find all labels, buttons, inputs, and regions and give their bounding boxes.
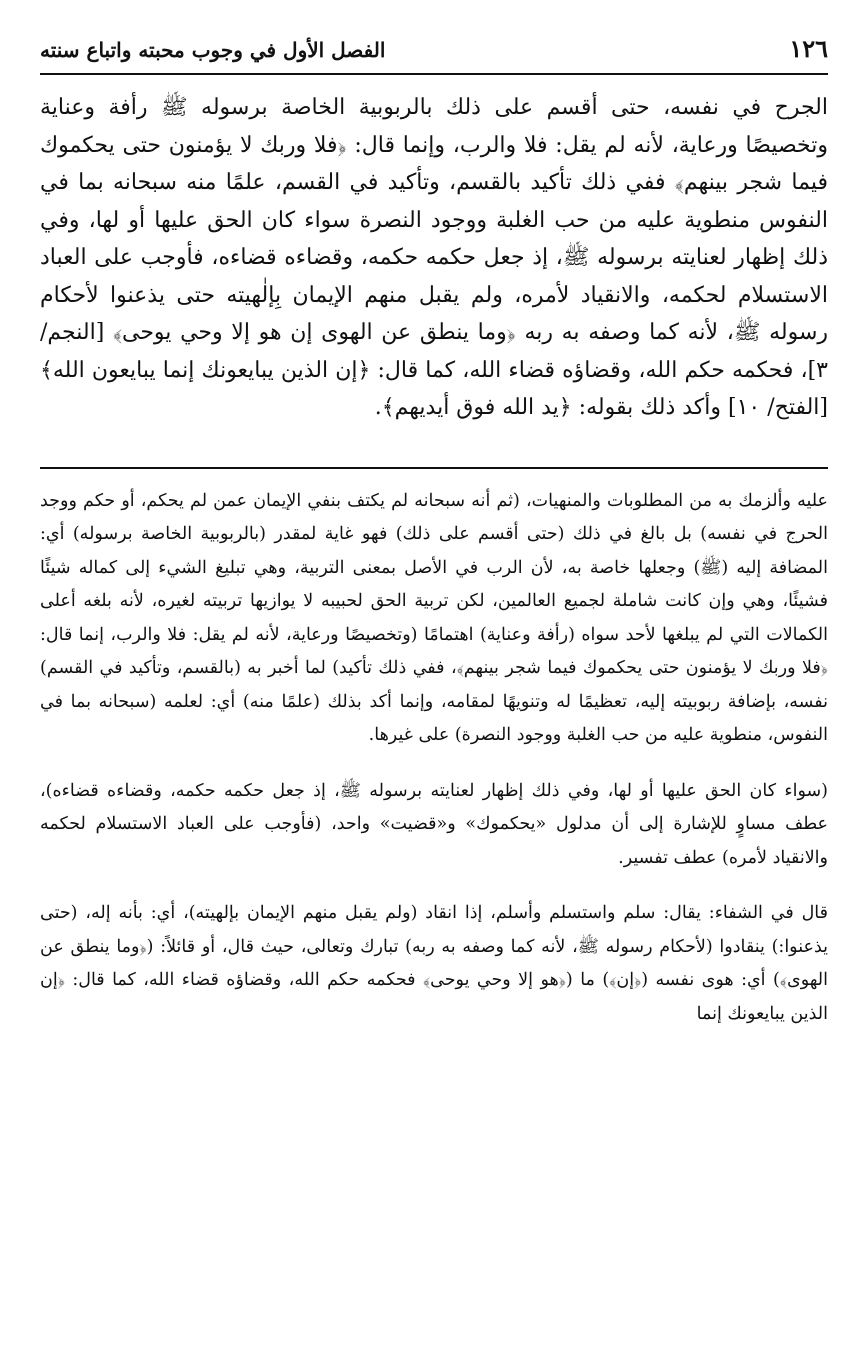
running-title: الفصل الأول في وجوب محبته واتباع سنته [40, 38, 386, 62]
commentary-paragraph: (سواء كان الحق عليها أو لها، وفي ذلك إظهار لعنايته برسوله ﷺ، إذ جعل حكمه حكمه، وقضاءه قضاءه)، عطف مساوٍ للإشارة إلى أن مدلول «يحكموك» و«قضيت» واحد، (فأوجب على العباد الاستسلام لحكمه والانقياد لأمره) عطف تفسير. [40, 780, 828, 868]
page-number: ١٢٦ [789, 34, 828, 63]
section-divider [40, 467, 828, 469]
commentary [40, 485, 828, 1032]
main-text [40, 89, 828, 427]
commentary-paragraph: عليه وألزمك به من المطلوبات والمنهيات، (ثم أنه سبحانه لم يكتف بنفي الإيمان عمن لم يحكم، أو حكم ووجد الحرج في نفسه) بل بالغ في ذلك (حتى أقسم على ذلك) فهو غاية لمقدر (بالربوبية الخاصة برسوله) أي: المضافة إليه (ﷺ) وجعلها خاصة به، لأن الرب في الأصل بمعنى التربية، وهي تبليغ الشيء إلى كماله شيئًا فشيئًا، وهي وإن كانت شاملة لجميع العالمين، لكن تربية الحق لحبيبه لا يوازيها تربيته لغيره، لأنه بلغه أعلى الكمالات التي لم يبلغها لأحد سواه (رأفة وعناية) اهتمامًا (وتخصيصًا ورعاية، لأنه لم يقل: فلا والرب، إنما قال: ﴿فلا وربك لا يؤمنون حتى يحكموك فيما شجر بينهم﴾، ففي ذلك تأكيد) لما أخبر به (بالقسم، وتأكيد في القسم) نفسه، بإضافة ربوبيته إليه، تعظيمًا له وتنويهًا لمقامه، وإنما أكد بذلك (علمًا منه) أي: لعلمه (سبحانه بما في النفوس، منطوية عليه من حب الغلبة ووجود النصرة) على غيرها. [40, 490, 828, 745]
page-header [40, 34, 828, 75]
commentary-paragraph: قال في الشفاء: يقال: سلم واستسلم وأسلم، إذا انقاد (ولم يقبل منهم الإيمان بإلهيته)، أي: بأنه إله، (حتى يذعنوا:) ينقادوا (لأحكام رسوله ﷺ، لأنه كما وصفه به ربه) تبارك وتعالى، حيث قال، أو قائلاً: (﴿وما ينطق عن الهوى﴾) أي: هوى نفسه (﴿إن﴾) ما (﴿هو إلا وحي يوحى﴾ فحكمه حكم الله، وقضاؤه قضاء الله، كما قال: ﴿إن الذين يبايعونك إنما [40, 903, 828, 1024]
main-paragraph: الجرح في نفسه، حتى أقسم على ذلك بالربوبية الخاصة برسوله ﷺ رأفة وعناية وتخصيصًا ورعاية، لأنه لم يقل: فلا والرب، وإنما قال: ﴿فلا وربك لا يؤمنون حتى يحكموك فيما شجر بينهم﴾ ففي ذلك تأكيد بالقسم، وتأكيد في القسم، علمًا منه سبحانه بما في النفوس منطوية عليه من حب الغلبة ووجود النصرة سواء كان الحق عليها أو لها، وفي ذلك إظهار لعنايته برسوله ﷺ، إذ جعل حكمه حكمه، وقضاءه قضاءه، فأوجب على العباد الاستسلام لحكمه، والانقياد لأمره، ولم يقبل منهم الإيمان بِإلٰهيته حتى يذعنوا لأحكام رسوله ﷺ، لأنه كما وصفه به ربه ﴿وما ينطق عن الهوى إن هو إلا وحي يوحى﴾ [النجم/٣]، فحكمه حكم الله، وقضاؤه قضاء الله، كما قال: ﴿إن الذين يبايعونك إنما يبايعون الله﴾ [الفتح/ ١٠] وأكد ذلك بقوله: ﴿يد الله فوق أيديهم﴾. [40, 95, 828, 420]
